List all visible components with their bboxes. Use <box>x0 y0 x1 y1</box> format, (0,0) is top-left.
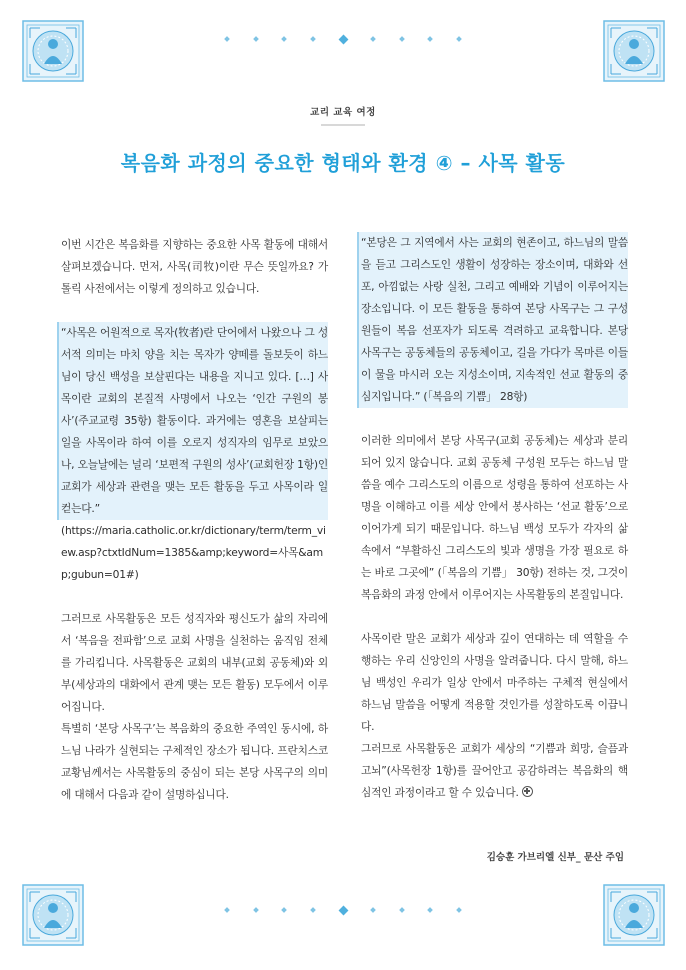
intro-paragraph: 이번 시간은 복음화를 지향하는 중요한 사목 활동에 대해서 살펴보겠습니다. 먼저, 사목(司牧)이란 무슨 뜻일까요? 가톨릭 사전에서는 이렇게 정의하고 있습니다. <box>61 238 328 295</box>
dictionary-quote-text: “사목은 어원적으로 목자(牧者)란 단어에서 나왔으나 그 성서적 의미는 마치 양을 치는 목자가 양떼를 돌보듯이 하느님이 당신 백성을 보살핀다는 내용을 지니고 있다. […] 사목이란 교회의 본질적 사명에서 나오는 ‘인간 구원의 봉사’(주교교령 35항) 활동이다. 과거에는 영혼을 보살피는 일을 사목이라 하여 이를 오로지 성직자의 임무로 보았으나, 오늘날에는 널리 ‘보편적 구원의 성사’(교회헌장 1항)인 교회가 세상과 관련을 맺는 모든 활동을 두고 사목이라 일컫는다.” <box>61 326 328 515</box>
body-paragraph: 이러한 의미에서 본당 사목구(교회 공동체)는 세상과 분리되어 있지 않습니다. 교회 공동체 구성원 모두는 하느님 말씀을 예수 그리스도의 이름으로 성령을 통하여 선포하는 사명을 이해하고 이를 세상 안에서 봉사하는 ‘선교 활동’으로 이어가게 되기 때문입니다. 하느님 백성 모두가 각자의 삶 속에서 “부활하신 그리스도의 빛과 생명을 가장 필요로 하는 바로 그곳에” (「복음의 기쁨」 30항) 전하는 것, 그것이 복음화의 과정 안에서 이루어지는 사목활동의 본질입니다. <box>361 434 628 601</box>
closing-paragraph-text: 그러므로 사목활동은 교회가 세상의 “기쁨과 희망, 슬픔과 고뇌”(사목헌장 1항)를 끌어안고 공감하려는 복음화의 핵심적인 과정이라고 할 수 있습니다. <box>361 742 628 799</box>
dot-icon <box>281 907 287 913</box>
diamond-icon <box>338 905 348 915</box>
dot-icon <box>370 36 376 42</box>
saint-ornament-icon <box>603 20 665 82</box>
page-title: 복음화 과정의 중요한 형태와 환경 ④ – 사목 활동 <box>120 151 566 175</box>
end-cross-icon <box>522 786 533 797</box>
body-paragraph: 특별히 ‘본당 사목구’는 복음화의 중요한 주역인 동시에, 하느님 나라가 실현되는 구체적인 장소가 됩니다. 프란치스코 교황님께서는 사목활동의 중심이 되는 본당 사목구의 의미에 대해서 다음과 같이 설명하십니다. <box>61 722 328 801</box>
dictionary-quote <box>57 322 328 520</box>
paragraph-gap <box>361 408 628 430</box>
saint-ornament-icon <box>603 884 665 946</box>
dot-icon <box>456 907 462 913</box>
paragraph-gap <box>361 606 628 628</box>
corner-ornament-top-right <box>603 20 665 82</box>
dot-divider-bottom <box>225 906 461 914</box>
dot-icon <box>310 36 316 42</box>
closing-paragraph <box>361 738 628 804</box>
dot-icon <box>399 36 405 42</box>
body-paragraph: 그러므로 사목활동은 모든 성직자와 평신도가 삶의 자리에서 ‘복음을 전파함’으로 교회 사명을 실천하는 움직임 전체를 가리킵니다. 사목활동은 교회의 내부(교회 공동체)와 외부(세상과의 대화에서 관계 맺는 모든 활동) 모두에서 이루어집니다. <box>61 612 328 713</box>
left-column <box>61 234 328 806</box>
dot-icon <box>224 907 230 913</box>
dot-icon <box>370 907 376 913</box>
dot-icon <box>253 907 259 913</box>
dot-icon <box>456 36 462 42</box>
papal-quote <box>357 232 628 408</box>
dot-icon <box>428 907 434 913</box>
dot-icon <box>428 36 434 42</box>
dot-divider-top <box>225 35 461 43</box>
source-url: (https://maria.catholic.or.kr/dictionary/term/term_view.asp?ctxtIdNum=1385&amp;keyword=사목&amp;gubun=01#) <box>61 524 326 581</box>
dot-icon <box>399 907 405 913</box>
dot-icon <box>310 907 316 913</box>
section-label: 교리 교육 여정 <box>310 107 376 118</box>
saint-ornament-icon <box>22 884 84 946</box>
author-byline: 김승훈 가브리엘 신부_ 문산 주임 <box>486 852 624 863</box>
dot-icon <box>224 36 230 42</box>
corner-ornament-bottom-right <box>603 884 665 946</box>
dot-icon <box>281 36 287 42</box>
papal-quote-text: “본당은 그 지역에서 사는 교회의 현존이고, 하느님의 말씀을 듣고 그리스도인 생활이 성장하는 장소이며, 대화와 선포, 아낌없는 사랑 실천, 그리고 예배와 기념이 이루어지는 장소입니다. 이 모든 활동을 통하여 본당 사목구는 그 구성원들이 복음 선포자가 되도록 격려하고 교육합니다. 본당 사목구는 공동체들의 공동체이고, 길을 가다가 목마른 이들이 물을 마시러 오는 지성소이며, 지속적인 선교 활동의 중심지입니다.” (「복음의 기쁨」 28항) <box>361 236 628 403</box>
corner-ornament-top-left <box>22 20 84 82</box>
section-divider <box>321 124 365 126</box>
paragraph-gap <box>61 586 328 608</box>
corner-ornament-bottom-left <box>22 884 84 946</box>
saint-ornament-icon <box>22 20 84 82</box>
dot-icon <box>253 36 259 42</box>
body-paragraph: 사목이란 말은 교회가 세상과 깊이 연대하는 데 역할을 수행하는 우리 신앙인의 사명을 알려줍니다. 다시 말해, 하느님 백성인 우리가 일상 안에서 마주하는 구체적 현실에서 하느님 말씀을 어떻게 적용할 것인가를 성찰하도록 이끕니다. <box>361 632 628 733</box>
right-column <box>361 232 628 804</box>
diamond-icon <box>338 34 348 44</box>
paragraph-gap <box>61 300 328 322</box>
